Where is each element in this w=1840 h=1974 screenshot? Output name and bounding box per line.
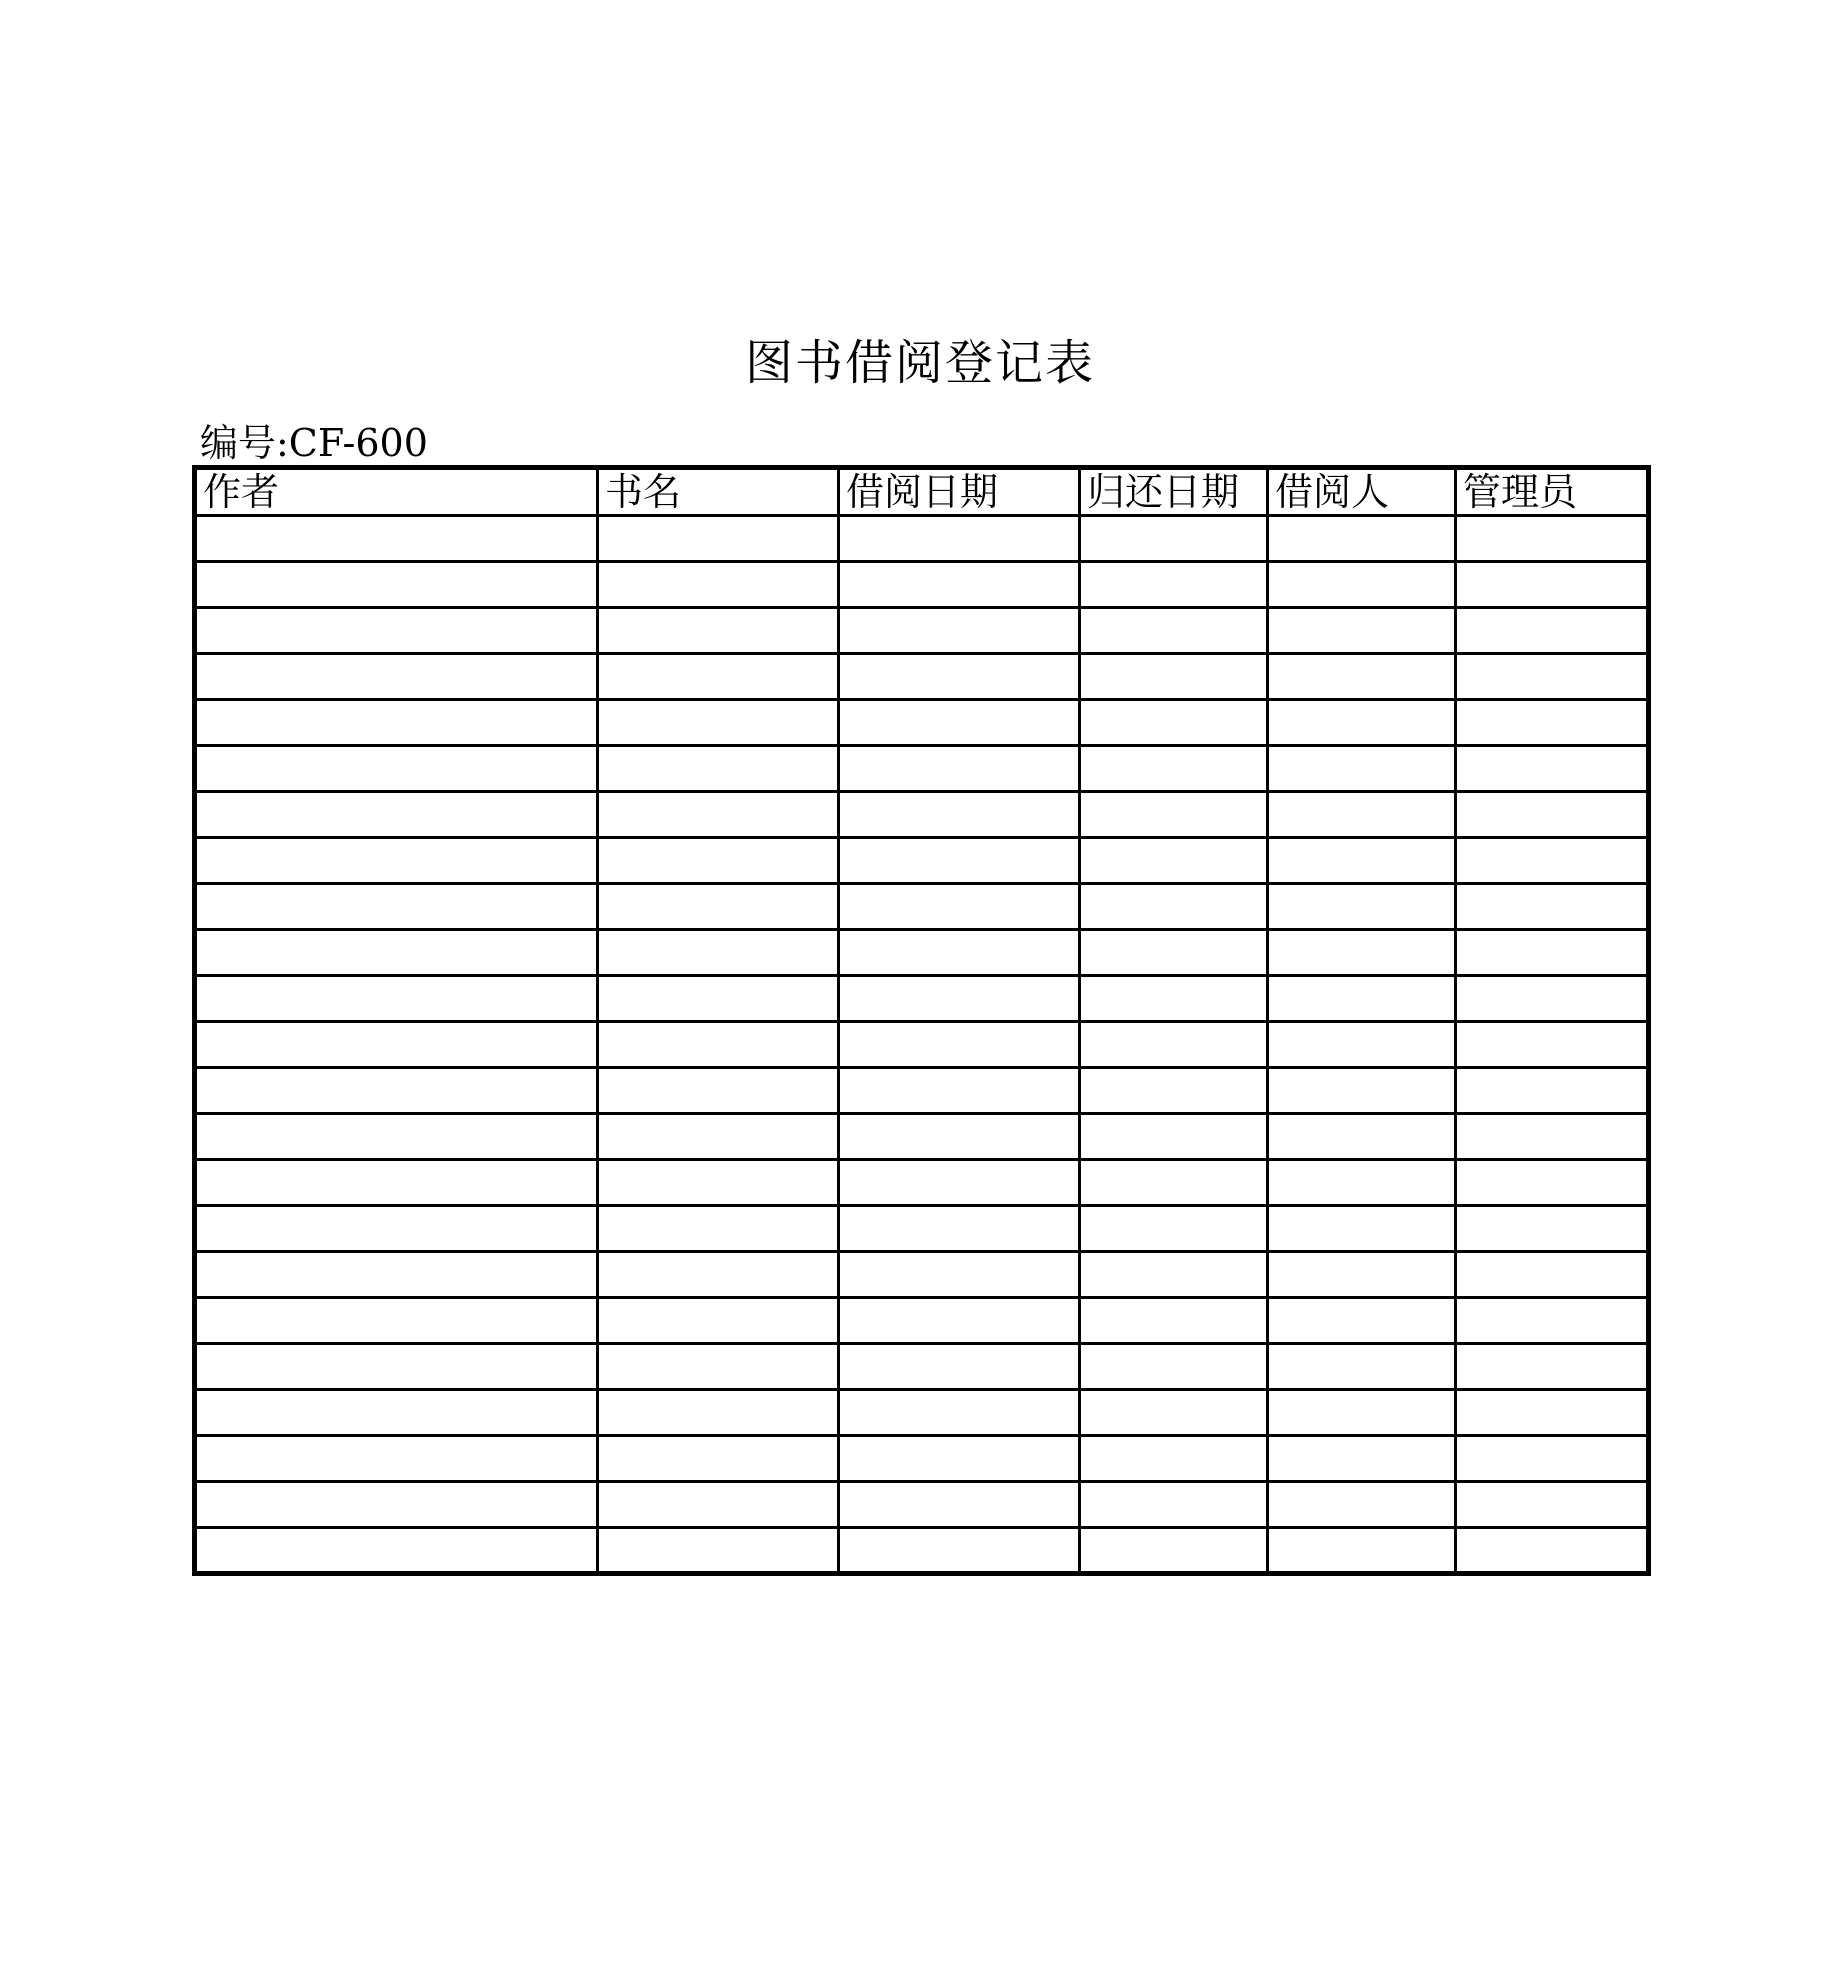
table-row	[195, 700, 1649, 746]
table-cell-borrow-date	[839, 700, 1080, 746]
table-cell-book-title	[598, 1068, 839, 1114]
table-cell-borrower	[1268, 930, 1456, 976]
table-row	[195, 562, 1649, 608]
table-cell-borrow-date	[839, 838, 1080, 884]
table-row	[195, 1114, 1649, 1160]
table-cell-author	[195, 1022, 598, 1068]
table-cell-borrower	[1268, 1160, 1456, 1206]
table-row	[195, 1068, 1649, 1114]
table-row	[195, 1390, 1649, 1436]
table-cell-borrower	[1268, 1114, 1456, 1160]
table-cell-borrower	[1268, 838, 1456, 884]
table-row	[195, 792, 1649, 838]
table-cell-author	[195, 792, 598, 838]
table-cell-book-title	[598, 700, 839, 746]
table-cell-administrator	[1456, 700, 1649, 746]
table-cell-return-date	[1080, 1160, 1268, 1206]
table-cell-borrower	[1268, 792, 1456, 838]
table-cell-borrow-date	[839, 1114, 1080, 1160]
table-cell-book-title	[598, 1114, 839, 1160]
table-cell-author	[195, 1068, 598, 1114]
table-cell-return-date	[1080, 608, 1268, 654]
table-cell-borrower	[1268, 1022, 1456, 1068]
table-cell-borrower	[1268, 608, 1456, 654]
table-cell-administrator	[1456, 746, 1649, 792]
table-cell-return-date	[1080, 884, 1268, 930]
table-cell-return-date	[1080, 1298, 1268, 1344]
table-cell-return-date	[1080, 1390, 1268, 1436]
table-row	[195, 1206, 1649, 1252]
table-cell-author	[195, 608, 598, 654]
table-cell-author	[195, 1252, 598, 1298]
table-cell-author	[195, 1390, 598, 1436]
table-cell-author	[195, 1344, 598, 1390]
table-cell-administrator	[1456, 654, 1649, 700]
table-cell-return-date	[1080, 700, 1268, 746]
page-title: 图书借阅登记表	[744, 335, 1095, 391]
table-cell-return-date	[1080, 654, 1268, 700]
table-cell-borrow-date	[839, 1068, 1080, 1114]
table-cell-borrower	[1268, 1344, 1456, 1390]
table-cell-author	[195, 930, 598, 976]
table-cell-borrow-date	[839, 976, 1080, 1022]
table-row	[195, 516, 1649, 562]
table-cell-author	[195, 1114, 598, 1160]
table-cell-book-title	[598, 1482, 839, 1528]
table-cell-administrator	[1456, 1436, 1649, 1482]
table-cell-borrower	[1268, 1206, 1456, 1252]
table-cell-borrower	[1268, 1298, 1456, 1344]
table-cell-administrator	[1456, 1022, 1649, 1068]
table-header-row	[195, 468, 1649, 516]
table-cell-borrow-date	[839, 746, 1080, 792]
table-cell-book-title	[598, 1252, 839, 1298]
table-cell-borrow-date	[839, 516, 1080, 562]
table-cell-author	[195, 884, 598, 930]
table-cell-return-date	[1080, 1022, 1268, 1068]
table-cell-book-title	[598, 930, 839, 976]
table-cell-return-date	[1080, 1482, 1268, 1528]
table-cell-administrator	[1456, 608, 1649, 654]
table-cell-author	[195, 746, 598, 792]
table-cell-borrow-date	[839, 1160, 1080, 1206]
table-cell-administrator	[1456, 838, 1649, 884]
table-cell-book-title	[598, 976, 839, 1022]
table-cell-return-date	[1080, 976, 1268, 1022]
table-cell-borrow-date	[839, 1344, 1080, 1390]
table-cell-borrower	[1268, 1390, 1456, 1436]
table-cell-administrator	[1456, 1390, 1649, 1436]
table-cell-book-title	[598, 746, 839, 792]
table-cell-book-title	[598, 562, 839, 608]
table-cell-author	[195, 1298, 598, 1344]
table-cell-administrator	[1456, 1068, 1649, 1114]
table-cell-borrow-date	[839, 1298, 1080, 1344]
table-cell-author	[195, 654, 598, 700]
table-cell-borrower	[1268, 654, 1456, 700]
table-cell-return-date	[1080, 930, 1268, 976]
table-cell-author	[195, 1482, 598, 1528]
table-cell-book-title	[598, 1436, 839, 1482]
table-cell-book-title	[598, 792, 839, 838]
table-cell-return-date	[1080, 746, 1268, 792]
table-cell-administrator	[1456, 1298, 1649, 1344]
table-cell-borrow-date	[839, 1528, 1080, 1574]
table-cell-administrator	[1456, 1160, 1649, 1206]
table-row	[195, 884, 1649, 930]
borrowing-register-table	[192, 465, 1651, 1576]
table-cell-administrator	[1456, 1252, 1649, 1298]
table-cell-borrow-date	[839, 562, 1080, 608]
table-cell-borrower	[1268, 1528, 1456, 1574]
table-cell-author	[195, 1528, 598, 1574]
table-row	[195, 746, 1649, 792]
table-body	[195, 516, 1649, 1574]
table-cell-author	[195, 562, 598, 608]
table-cell-borrower	[1268, 1068, 1456, 1114]
table-cell-borrow-date	[839, 608, 1080, 654]
table-cell-author	[195, 1436, 598, 1482]
table-cell-author	[195, 1160, 598, 1206]
table-cell-book-title	[598, 1344, 839, 1390]
table-cell-administrator	[1456, 930, 1649, 976]
table-cell-return-date	[1080, 1436, 1268, 1482]
table-cell-borrow-date	[839, 654, 1080, 700]
table-row	[195, 976, 1649, 1022]
table-cell-return-date	[1080, 562, 1268, 608]
table-cell-author	[195, 700, 598, 746]
table-cell-borrower	[1268, 700, 1456, 746]
table-row	[195, 838, 1649, 884]
table-row	[195, 1022, 1649, 1068]
table-cell-return-date	[1080, 792, 1268, 838]
table-cell-borrower	[1268, 1482, 1456, 1528]
table-cell-borrow-date	[839, 1022, 1080, 1068]
table-cell-book-title	[598, 1022, 839, 1068]
table-cell-return-date	[1080, 1068, 1268, 1114]
table-cell-return-date	[1080, 1528, 1268, 1574]
table-row	[195, 654, 1649, 700]
table-cell-book-title	[598, 884, 839, 930]
table-cell-return-date	[1080, 1344, 1268, 1390]
table-cell-return-date	[1080, 1114, 1268, 1160]
table-cell-book-title	[598, 1160, 839, 1206]
table-cell-book-title	[598, 654, 839, 700]
table-cell-book-title	[598, 608, 839, 654]
table-cell-return-date	[1080, 516, 1268, 562]
table-row	[195, 1160, 1649, 1206]
table-cell-author	[195, 838, 598, 884]
table-cell-return-date	[1080, 1252, 1268, 1298]
column-header-book-title: 书名	[598, 468, 839, 516]
column-header-return-date: 归还日期	[1080, 468, 1268, 516]
table-cell-return-date	[1080, 838, 1268, 884]
table-cell-book-title	[598, 838, 839, 884]
table-row	[195, 1252, 1649, 1298]
table-cell-borrower	[1268, 516, 1456, 562]
table-row	[195, 1482, 1649, 1528]
table-cell-book-title	[598, 1528, 839, 1574]
table-row	[195, 1298, 1649, 1344]
column-header-borrow-date: 借阅日期	[839, 468, 1080, 516]
table-row	[195, 1344, 1649, 1390]
table-cell-author	[195, 516, 598, 562]
table-cell-administrator	[1456, 1344, 1649, 1390]
table-cell-administrator	[1456, 516, 1649, 562]
table-cell-book-title	[598, 516, 839, 562]
document-number: 编号:CF-600	[200, 421, 428, 465]
table-cell-borrow-date	[839, 1436, 1080, 1482]
column-header-administrator: 管理员	[1456, 468, 1649, 516]
table-cell-book-title	[598, 1390, 839, 1436]
table-row	[195, 930, 1649, 976]
table-cell-borrower	[1268, 1436, 1456, 1482]
table-cell-borrow-date	[839, 930, 1080, 976]
table-cell-borrower	[1268, 746, 1456, 792]
table-cell-administrator	[1456, 1114, 1649, 1160]
table-cell-borrower	[1268, 884, 1456, 930]
table-cell-borrow-date	[839, 884, 1080, 930]
table-cell-author	[195, 976, 598, 1022]
table-row	[195, 1436, 1649, 1482]
table-cell-borrower	[1268, 976, 1456, 1022]
table-cell-author	[195, 1206, 598, 1252]
table-cell-borrower	[1268, 562, 1456, 608]
table-cell-borrow-date	[839, 1252, 1080, 1298]
table-cell-book-title	[598, 1206, 839, 1252]
table-cell-administrator	[1456, 1482, 1649, 1528]
table-cell-borrower	[1268, 1252, 1456, 1298]
table-cell-return-date	[1080, 1206, 1268, 1252]
table-row	[195, 1528, 1649, 1574]
table-cell-administrator	[1456, 1206, 1649, 1252]
table-cell-borrow-date	[839, 1482, 1080, 1528]
table-cell-administrator	[1456, 976, 1649, 1022]
table-row	[195, 608, 1649, 654]
table-cell-administrator	[1456, 562, 1649, 608]
table-cell-borrow-date	[839, 792, 1080, 838]
table-cell-book-title	[598, 1298, 839, 1344]
table-cell-borrow-date	[839, 1206, 1080, 1252]
table-cell-administrator	[1456, 792, 1649, 838]
table-cell-administrator	[1456, 884, 1649, 930]
table-cell-borrow-date	[839, 1390, 1080, 1436]
table-cell-administrator	[1456, 1528, 1649, 1574]
column-header-author: 作者	[195, 468, 598, 516]
column-header-borrower: 借阅人	[1268, 468, 1456, 516]
